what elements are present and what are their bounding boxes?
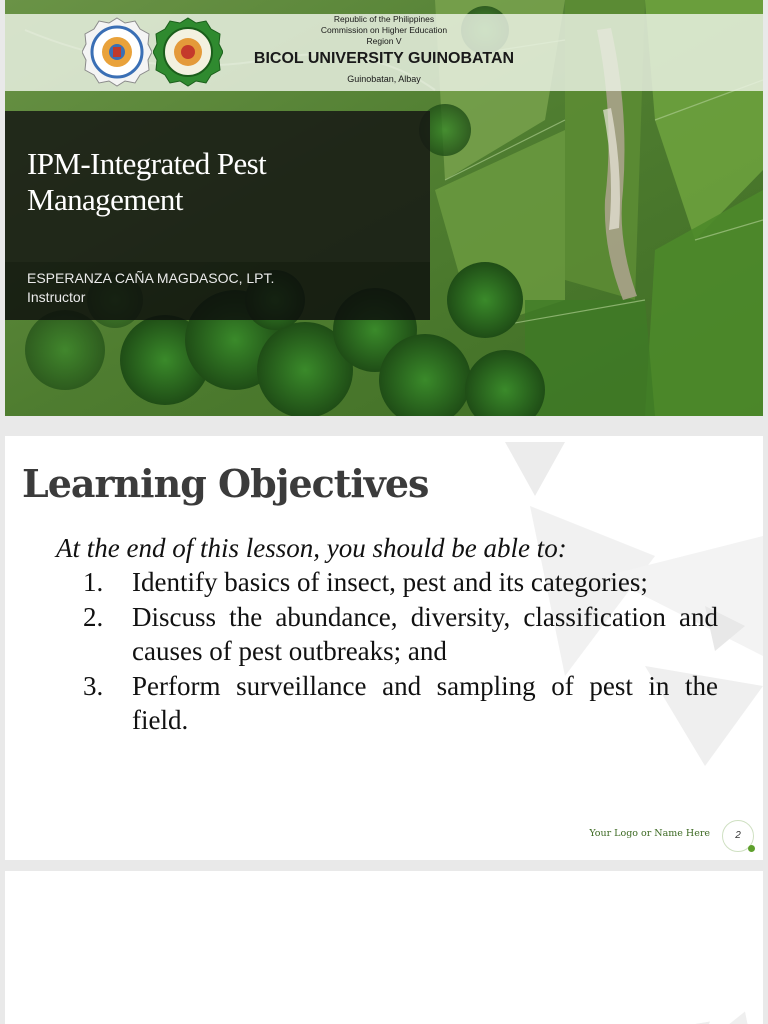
objectives-slide — [5, 436, 763, 860]
title-panel — [5, 111, 430, 262]
list-item-number: 2. — [83, 601, 104, 632]
next-slide-preview — [5, 871, 763, 1024]
presenter-role: Instructor — [27, 289, 86, 305]
footer-logo-text: Your Logo or Name Here — [589, 828, 710, 839]
header-republic: Republic of the Philippines — [333, 14, 435, 24]
objectives-intro: At the end of this lesson, you should be able to: — [56, 533, 567, 563]
objectives-list — [83, 565, 718, 738]
university-name: BICOL UNIVERSITY GUINOBATAN — [253, 50, 515, 67]
header-region: Region V — [366, 36, 402, 46]
header-ched: Commission on Higher Education — [320, 25, 448, 35]
list-item-number: 1. — [83, 567, 104, 597]
university-header — [5, 14, 763, 91]
slide-number-badge: 2 — [722, 820, 754, 852]
list-item-text: Perform surveillance and sampling of pest in the field. — [132, 670, 718, 735]
list-item — [83, 600, 718, 669]
header-text-block — [205, 14, 563, 85]
list-item-text: Discuss the abundance, diversity, classification and causes of pest outbreaks; and — [132, 601, 718, 666]
accent-dot — [748, 845, 755, 852]
list-item-number: 3. — [83, 670, 104, 701]
list-item — [83, 669, 718, 738]
title-slide — [5, 0, 763, 416]
presenter-name: ESPERANZA CAÑA MAGDASOC, LPT. — [27, 270, 275, 286]
presentation-title: IPM-Integrated Pest Management — [27, 146, 267, 217]
list-item — [83, 565, 718, 600]
university-location: Guinobatan, Albay — [347, 74, 421, 84]
slide-heading: Learning Objectives — [22, 461, 429, 506]
bu-seal-icon — [82, 17, 152, 87]
list-item-text: Identify basics of insect, pest and its categories; — [132, 567, 648, 597]
decorative-triangles — [5, 871, 763, 1024]
presenter-panel — [5, 262, 430, 320]
